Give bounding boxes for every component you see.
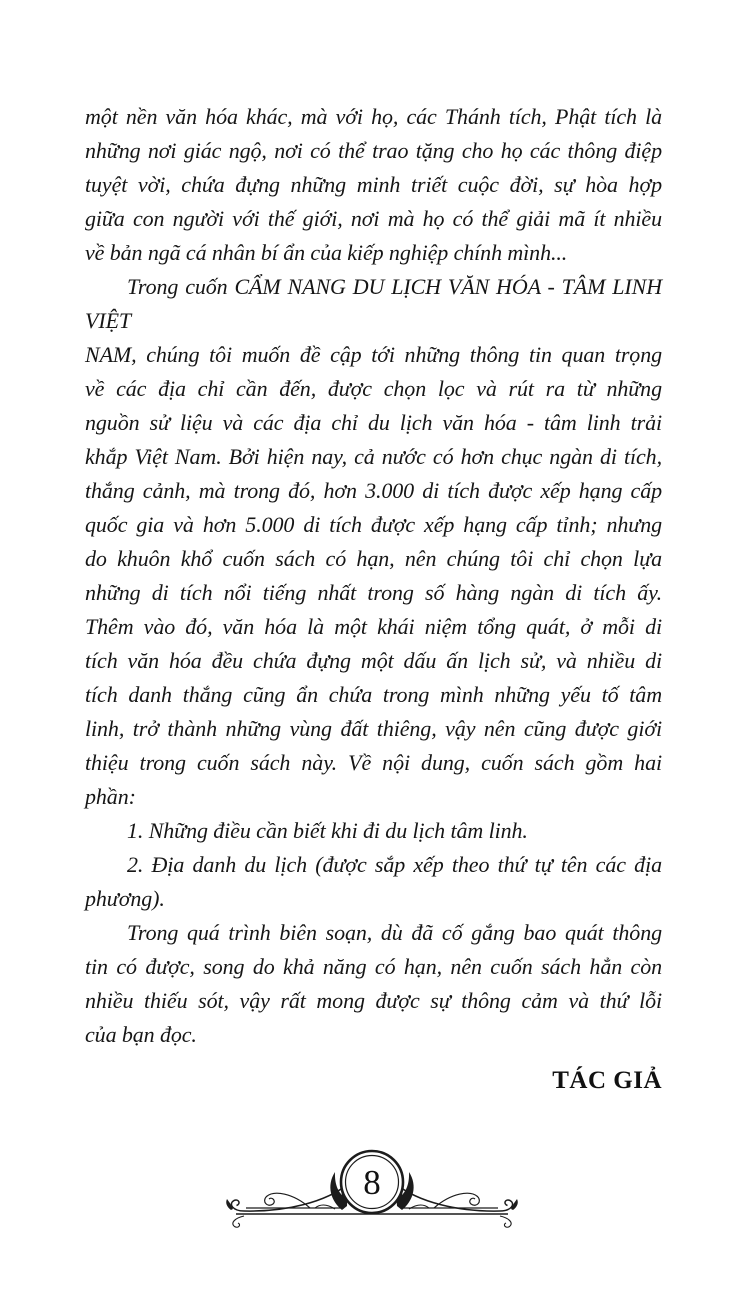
text-line: linh, trở thành những vùng đất thiêng, vậy nên cũng được giới [85,716,662,741]
text-line: về các địa chỉ cần đến, được chọn lọc và rút ra từ những [85,376,662,401]
text-line: Trong cuốn CẨM NANG DU LỊCH VĂN HÓA - TÂM LINH VIỆT [85,274,662,333]
text-line: những nơi giác ngộ, nơi có thể trao tặng cho họ các thông điệp [85,138,662,163]
text-line: một nền văn hóa khác, mà với họ, các Thánh tích, Phật tích là [85,104,662,129]
text-line: giữa con người với thế giới, nơi mà họ có thể giải mã ít nhiều [85,206,662,231]
author-signature: TÁC GIẢ [552,1067,662,1094]
text-line: về bản ngã cá nhân bí ẩn của kiếp nghiệp chính mình... [85,240,568,265]
text-line: thiệu trong cuốn sách này. Về nội dung, cuốn sách gồm hai [85,750,662,775]
text-line: 1. Những điều cần biết khi đi du lịch tâm linh. [127,818,528,843]
list-item [85,848,662,916]
text-line: nhiều thiếu sót, vậy rất mong được sự thông cảm và thứ lỗi [85,988,662,1013]
text-line: NAM, chúng tôi muốn đề cập tới những thông tin quan trọng [85,342,662,367]
body-text [85,100,662,1052]
text-line: tích danh thắng cũng ẩn chứa trong mình những yếu tố tâm [85,682,662,707]
paragraph [85,270,662,814]
text-line: Trong quá trình biên soạn, dù đã cố gắng bao quát thông [127,920,662,945]
text-line: của bạn đọc. [85,1022,197,1047]
text-line: quốc gia và hơn 5.000 di tích được xếp hạng cấp tỉnh; nhưng [85,512,662,537]
text-line: do khuôn khổ cuốn sách có hạn, nên chúng tôi chỉ chọn lựa [85,546,662,571]
text-line: nguồn sử liệu và các địa chỉ du lịch văn hóa - tâm linh trải [85,410,662,435]
paragraph [85,916,662,1052]
text-line: khắp Việt Nam. Bởi hiện nay, cả nước có hơn chục ngàn di tích, [85,444,662,469]
text-line: thắng cảnh, mà trong đó, hơn 3.000 di tích được xếp hạng cấp [85,478,662,503]
text-line: tin có được, song do khả năng có hạn, nên cuốn sách hẳn còn [85,954,662,979]
text-line: phần: [85,784,136,809]
text-line: phương). [85,886,165,911]
text-line: Thêm vào đó, văn hóa là một khái niệm tổng quát, ở mỗi di [85,614,662,639]
footer-ornament-icon [222,1138,522,1238]
page-number: 8 [363,1163,381,1202]
text-line: những di tích nổi tiếng nhất trong số hàng ngàn di tích ấy. [85,580,662,605]
text-line: 2. Địa danh du lịch (được sắp xếp theo thứ tự tên các địa [127,852,662,877]
text-line: tích văn hóa đều chứa đựng một dấu ấn lịch sử, và nhiều di [85,648,662,673]
list-item [85,814,662,848]
text-line: tuyệt vời, chứa đựng những minh triết cuộc đời, sự hòa hợp [85,172,662,197]
paragraph [85,100,662,270]
